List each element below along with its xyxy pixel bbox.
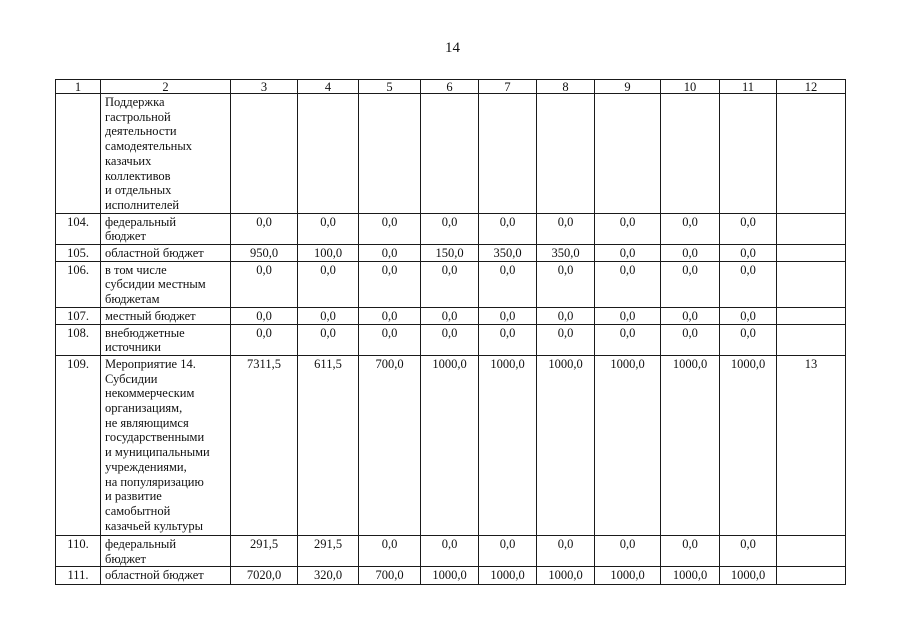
col-header: 11 <box>720 80 777 94</box>
value-cell: 150,0 <box>421 245 479 262</box>
value-cell: 1000,0 <box>720 567 777 585</box>
value-cell: 7311,5 <box>231 355 298 535</box>
row-number: 108. <box>56 324 101 355</box>
value-cell <box>537 94 595 214</box>
col-header: 9 <box>595 80 661 94</box>
col-header: 3 <box>231 80 298 94</box>
value-cell: 0,0 <box>421 213 479 244</box>
value-cell: 0,0 <box>231 307 298 324</box>
value-cell: 700,0 <box>359 355 421 535</box>
value-cell: 0,0 <box>231 213 298 244</box>
value-cell: 1000,0 <box>421 355 479 535</box>
item-name: федеральный бюджет <box>101 535 231 566</box>
value-cell: 320,0 <box>298 567 359 585</box>
value-cell <box>661 94 720 214</box>
value-cell: 0,0 <box>595 245 661 262</box>
table-row <box>56 213 846 244</box>
note-cell <box>777 261 846 307</box>
value-cell: 0,0 <box>720 213 777 244</box>
value-cell: 0,0 <box>661 324 720 355</box>
value-cell: 0,0 <box>595 213 661 244</box>
value-cell: 611,5 <box>298 355 359 535</box>
value-cell: 0,0 <box>537 213 595 244</box>
note-cell <box>777 324 846 355</box>
value-cell: 0,0 <box>298 261 359 307</box>
value-cell: 0,0 <box>359 213 421 244</box>
value-cell <box>595 94 661 214</box>
value-cell: 0,0 <box>537 535 595 566</box>
value-cell: 0,0 <box>661 213 720 244</box>
row-number: 106. <box>56 261 101 307</box>
col-header: 4 <box>298 80 359 94</box>
row-number: 107. <box>56 307 101 324</box>
value-cell <box>720 94 777 214</box>
note-cell <box>777 245 846 262</box>
col-header: 2 <box>101 80 231 94</box>
value-cell: 0,0 <box>537 307 595 324</box>
value-cell: 1000,0 <box>479 567 537 585</box>
table-row <box>56 261 846 307</box>
item-name: в том числе субсидии местным бюджетам <box>101 261 231 307</box>
col-header: 8 <box>537 80 595 94</box>
page-number: 14 <box>445 40 460 56</box>
value-cell: 0,0 <box>595 307 661 324</box>
note-cell <box>777 94 846 214</box>
value-cell: 0,0 <box>661 535 720 566</box>
table-row <box>56 567 846 585</box>
budget-table <box>55 79 846 585</box>
value-cell: 0,0 <box>298 324 359 355</box>
note-cell <box>777 535 846 566</box>
value-cell: 0,0 <box>421 307 479 324</box>
value-cell: 0,0 <box>479 261 537 307</box>
item-name: областной бюджет <box>101 245 231 262</box>
item-name: областной бюджет <box>101 567 231 585</box>
table-row <box>56 307 846 324</box>
value-cell: 0,0 <box>298 213 359 244</box>
value-cell: 1000,0 <box>537 355 595 535</box>
value-cell: 1000,0 <box>595 355 661 535</box>
row-number: 105. <box>56 245 101 262</box>
col-header: 5 <box>359 80 421 94</box>
note-cell <box>777 213 846 244</box>
value-cell: 0,0 <box>421 535 479 566</box>
row-number: 111. <box>56 567 101 585</box>
value-cell: 0,0 <box>720 535 777 566</box>
item-name: Мероприятие 14. Субсидии некоммерческим организациям, не являющимся государственными и муниципальными учреждениями, на популяризацию и развитие самобытной казачьей культуры <box>101 355 231 535</box>
value-cell: 0,0 <box>479 213 537 244</box>
value-cell <box>298 94 359 214</box>
value-cell: 7020,0 <box>231 567 298 585</box>
value-cell: 0,0 <box>421 324 479 355</box>
item-name: внебюджетные источники <box>101 324 231 355</box>
row-number: 104. <box>56 213 101 244</box>
table-row <box>56 535 846 566</box>
col-header: 1 <box>56 80 101 94</box>
note-cell <box>777 307 846 324</box>
value-cell: 0,0 <box>298 307 359 324</box>
value-cell: 0,0 <box>359 261 421 307</box>
value-cell: 0,0 <box>595 535 661 566</box>
value-cell: 1000,0 <box>661 567 720 585</box>
value-cell: 100,0 <box>298 245 359 262</box>
value-cell: 0,0 <box>595 261 661 307</box>
value-cell: 950,0 <box>231 245 298 262</box>
item-name: федеральный бюджет <box>101 213 231 244</box>
value-cell: 291,5 <box>298 535 359 566</box>
value-cell: 0,0 <box>720 324 777 355</box>
value-cell <box>479 94 537 214</box>
value-cell: 1000,0 <box>479 355 537 535</box>
value-cell <box>421 94 479 214</box>
header-row <box>56 80 846 94</box>
note-cell: 13 <box>777 355 846 535</box>
value-cell: 0,0 <box>661 245 720 262</box>
table-row <box>56 94 846 214</box>
row-number: 110. <box>56 535 101 566</box>
value-cell: 1000,0 <box>595 567 661 585</box>
value-cell: 0,0 <box>359 245 421 262</box>
table-row <box>56 355 846 535</box>
value-cell: 0,0 <box>421 261 479 307</box>
value-cell <box>359 94 421 214</box>
item-name: местный бюджет <box>101 307 231 324</box>
value-cell: 0,0 <box>720 261 777 307</box>
row-number <box>56 94 101 214</box>
table-row <box>56 324 846 355</box>
col-header: 7 <box>479 80 537 94</box>
value-cell: 0,0 <box>537 324 595 355</box>
value-cell: 0,0 <box>479 324 537 355</box>
value-cell: 0,0 <box>231 324 298 355</box>
item-name: Поддержка гастрольной деятельности самодеятельных казачьих коллективов и отдельных исполнителей <box>101 94 231 214</box>
value-cell: 1000,0 <box>421 567 479 585</box>
value-cell: 1000,0 <box>537 567 595 585</box>
col-header: 12 <box>777 80 846 94</box>
value-cell <box>231 94 298 214</box>
value-cell: 0,0 <box>595 324 661 355</box>
value-cell: 0,0 <box>661 261 720 307</box>
value-cell: 1000,0 <box>720 355 777 535</box>
value-cell: 0,0 <box>359 307 421 324</box>
value-cell: 700,0 <box>359 567 421 585</box>
col-header: 6 <box>421 80 479 94</box>
row-number: 109. <box>56 355 101 535</box>
value-cell: 0,0 <box>479 307 537 324</box>
value-cell: 0,0 <box>720 307 777 324</box>
value-cell: 0,0 <box>661 307 720 324</box>
value-cell: 0,0 <box>720 245 777 262</box>
value-cell: 0,0 <box>359 324 421 355</box>
value-cell: 291,5 <box>231 535 298 566</box>
value-cell: 0,0 <box>479 535 537 566</box>
value-cell: 350,0 <box>537 245 595 262</box>
value-cell: 0,0 <box>359 535 421 566</box>
note-cell <box>777 567 846 585</box>
col-header: 10 <box>661 80 720 94</box>
value-cell: 0,0 <box>231 261 298 307</box>
value-cell: 1000,0 <box>661 355 720 535</box>
value-cell: 0,0 <box>537 261 595 307</box>
table-row <box>56 245 846 262</box>
value-cell: 350,0 <box>479 245 537 262</box>
